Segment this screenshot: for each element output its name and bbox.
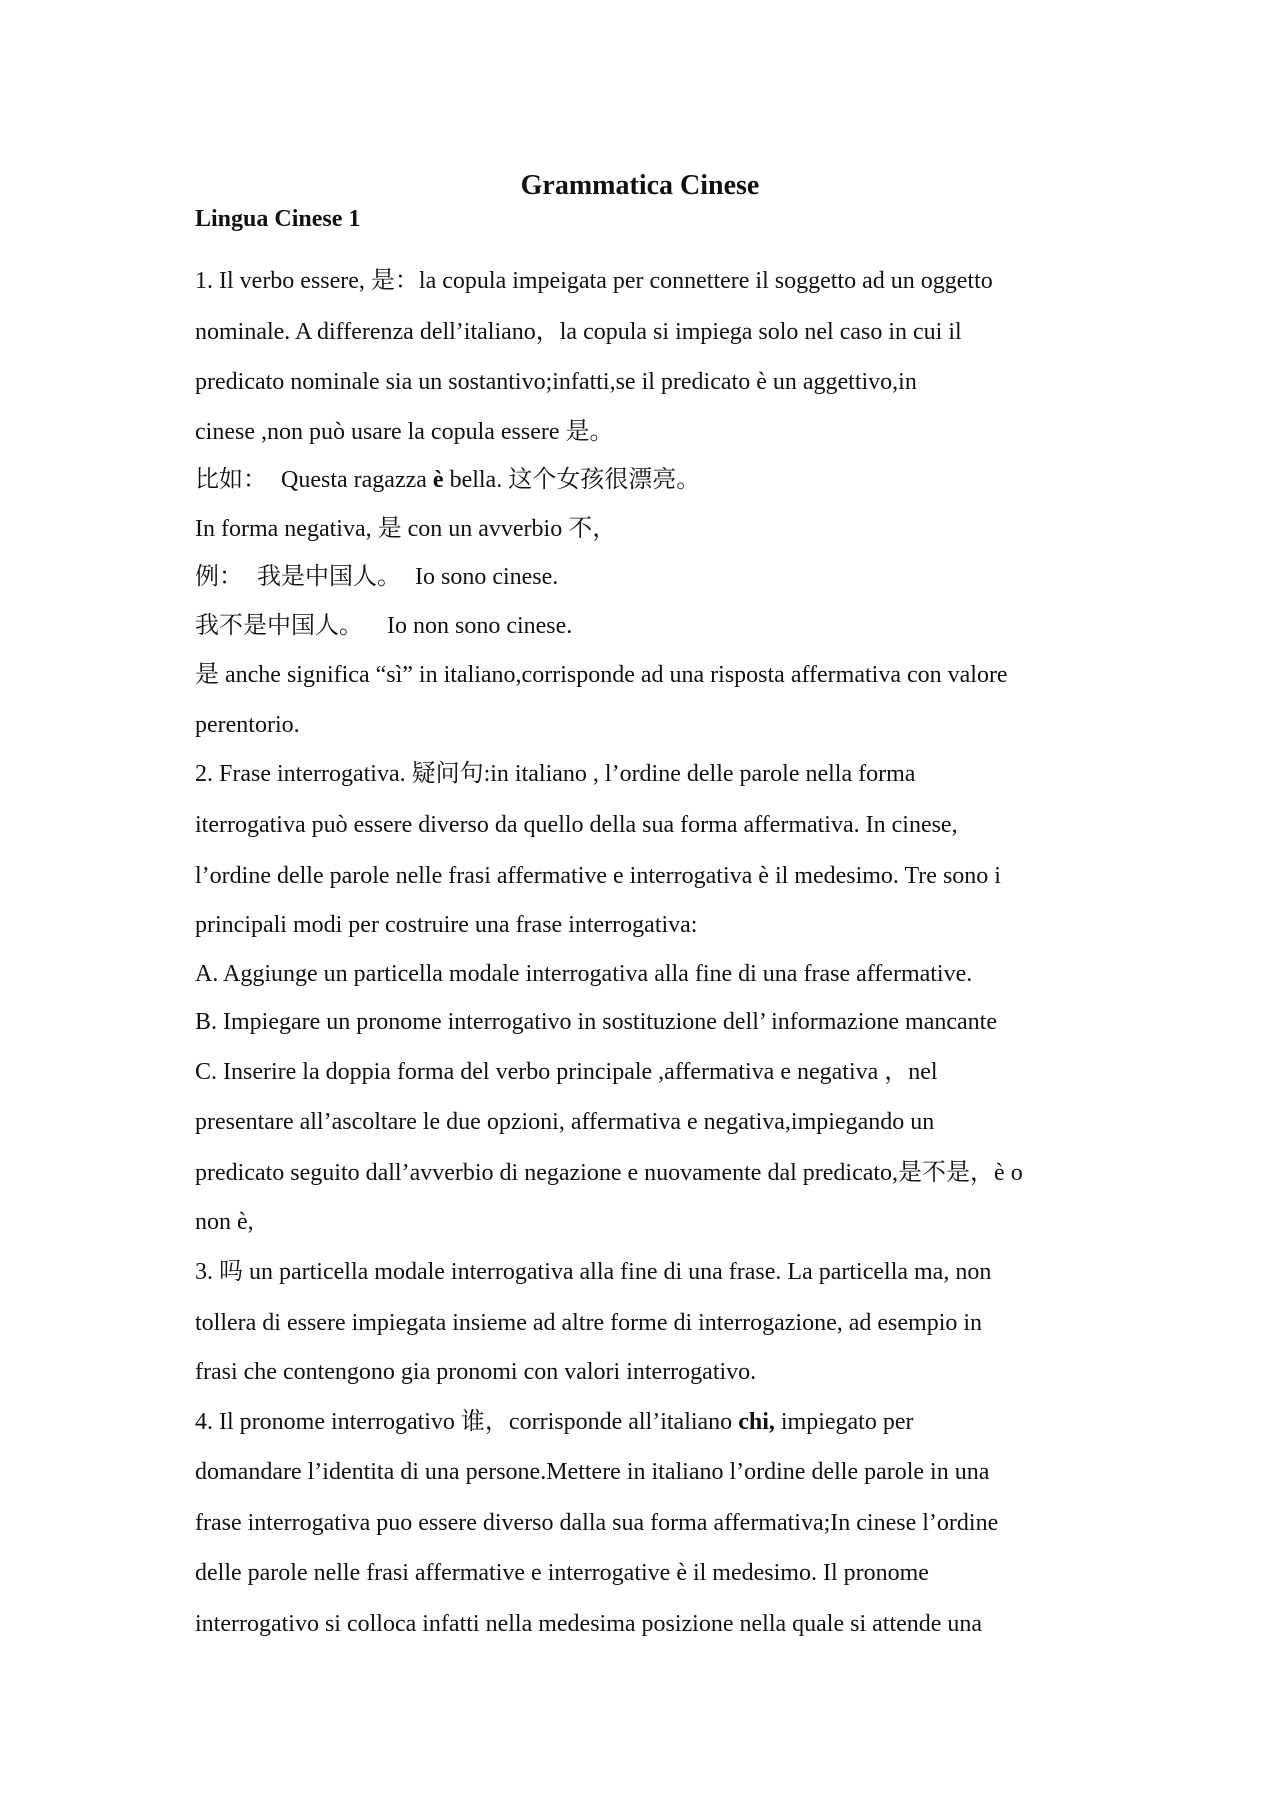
text-line: iterrogativa può essere diverso da quello della sua forma affermativa. In cinese, (195, 811, 958, 838)
text-line: A. Aggiunge un particella modale interrogativa alla fine di una frase affermative. (195, 960, 973, 987)
text-line: non è, (195, 1209, 254, 1236)
text-line: C. Inserire la doppia forma del verbo principale ,affermativa e negativa ，nel (195, 1058, 938, 1085)
document-body (195, 202, 1095, 1650)
text-line (195, 1397, 1095, 1448)
text-line: frasi che contengono gia pronomi con valori interrogativo. (195, 1359, 757, 1386)
example-line (195, 602, 1095, 651)
bold-word: chi, (738, 1408, 775, 1435)
text-line: 1. Il verbo essere, 是：la copula impeigata per connettere il soggetto ad un oggetto (195, 268, 993, 294)
text-line: tollera di essere impiegata insieme ad altre forme di interrogazione, ad esempio in (195, 1309, 983, 1336)
example-label: 例： (195, 564, 243, 591)
text-line: interrogativo si colloca infatti nella medesima posizione nella quale si attende una (195, 1611, 983, 1637)
text-segment: 4. Il pronome interrogativo 谁，corrisponde all’italiano (195, 1408, 739, 1435)
example-chinese: 我是中国人。 (257, 564, 401, 591)
example-text: bella. 这个女孩很漂亮。 (443, 467, 701, 494)
text-line: l’ordine delle parole nelle frasi affermative e interrogativa è il medesimo. Tre sono i (195, 862, 1001, 889)
text-line: 3. 吗 un particella modale interrogativa alla fine di una frase. La particella ma, non (195, 1258, 992, 1285)
text-line: B. Impiegare un pronome interrogativo in sostituzione dell’ informazione mancante (195, 1009, 997, 1036)
text-line: predicato nominale sia un sostantivo;infatti,se il predicato è un aggettivo,in (195, 369, 917, 396)
example-label: 比如： (195, 467, 267, 494)
text-line: perentorio. (195, 711, 300, 738)
text-line: 2. Frase interrogativa. 疑问句:in italiano , l’ordine delle parole nella forma (195, 761, 916, 788)
example-line (195, 456, 1095, 505)
text-line: nominale. A differenza dell’italiano，la copula si impiega solo nel caso in cui il (195, 318, 962, 345)
text-line: In forma negativa, 是 con un avverbio 不， (195, 515, 617, 542)
text-line: 是 anche significa “sì” in italiano,corrisponde ad una risposta affermativa con valore (195, 662, 1008, 689)
text-line: presentare all’ascoltare le due opzioni, affermativa e negativa,impiegando un (195, 1109, 935, 1136)
text-line: principali modi per costruire una frase interrogativa: (195, 912, 698, 939)
text-line: cinese ,non può usare la copula essere 是。 (195, 418, 614, 445)
text-segment: impiegato per (774, 1408, 914, 1435)
example-translation: Io non sono cinese. (387, 612, 573, 639)
document-subtitle: Lingua Cinese 1 (195, 206, 361, 232)
example-translation: Io sono cinese. (415, 564, 559, 591)
text-line: frase interrogativa puo essere diverso dalla sua forma affermativa;In cinese l’ordine (195, 1509, 999, 1536)
text-line: domandare l’identita di una persone.Mettere in italiano l’ordine delle parole in una (195, 1459, 990, 1486)
example-chinese: 我不是中国人。 (195, 612, 363, 639)
bold-word: è (432, 467, 444, 494)
text-line: predicato seguito dall’avverbio di negazione e nuovamente dal predicato,是不是，è o (195, 1159, 1023, 1186)
page-title: Grammatica Cinese (520, 170, 760, 201)
example-text: Questa ragazza (281, 467, 433, 494)
example-line (195, 553, 1095, 602)
text-line: delle parole nelle frasi affermative e interrogative è il medesimo. Il pronome (195, 1560, 929, 1587)
